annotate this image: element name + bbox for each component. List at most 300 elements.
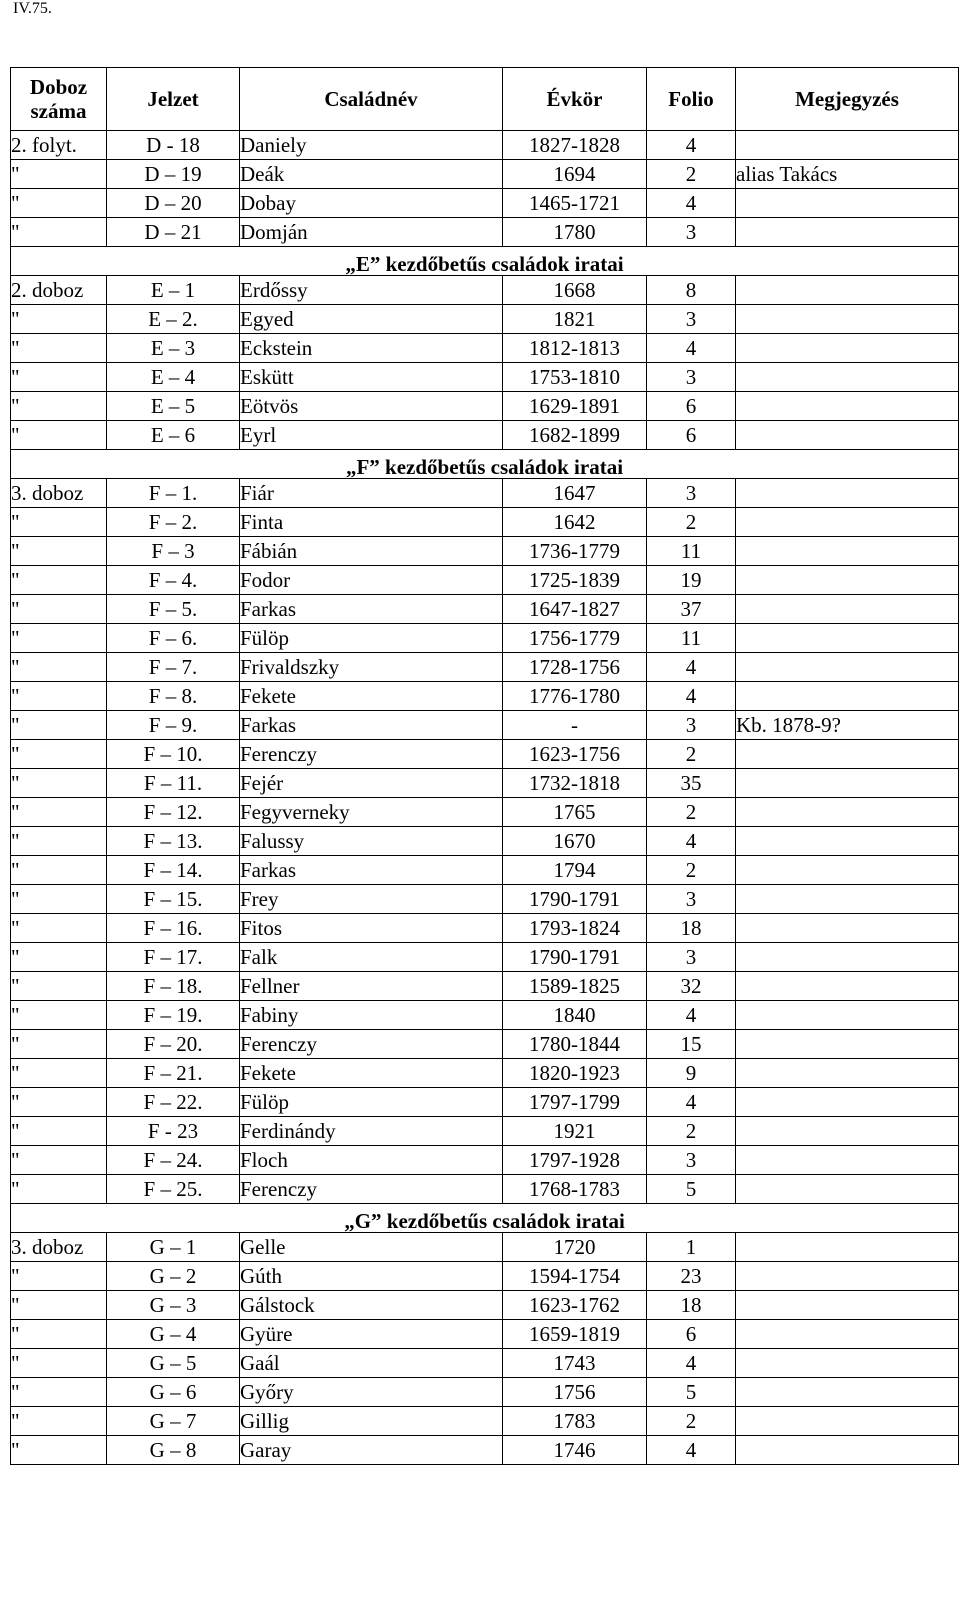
cell-box-number: " <box>11 769 107 798</box>
table-row <box>11 1262 959 1291</box>
cell-folio: 4 <box>647 1001 736 1030</box>
table-row <box>11 856 959 885</box>
cell-note <box>736 682 959 711</box>
cell-folio: 4 <box>647 1436 736 1465</box>
cell-folio: 4 <box>647 131 736 160</box>
cell-reference: G – 2 <box>107 1262 240 1291</box>
cell-note <box>736 392 959 421</box>
header-years: Évkör <box>503 68 647 131</box>
cell-years: 1776-1780 <box>503 682 647 711</box>
cell-folio: 18 <box>647 1291 736 1320</box>
table-row <box>11 1436 959 1465</box>
cell-box-number: " <box>11 1349 107 1378</box>
cell-note <box>736 740 959 769</box>
cell-family-name: Gaál <box>240 1349 503 1378</box>
cell-note: Kb. 1878-9? <box>736 711 959 740</box>
table-row <box>11 537 959 566</box>
cell-folio: 11 <box>647 624 736 653</box>
cell-folio: 2 <box>647 1407 736 1436</box>
cell-box-number: " <box>11 1059 107 1088</box>
table-row <box>11 189 959 218</box>
table-row <box>11 972 959 1001</box>
cell-box-number: 2. doboz <box>11 276 107 305</box>
table-row <box>11 160 959 189</box>
cell-reference: F – 24. <box>107 1146 240 1175</box>
cell-family-name: Gyüre <box>240 1320 503 1349</box>
table-body <box>11 131 959 1465</box>
cell-years: 1720 <box>503 1233 647 1262</box>
cell-box-number: " <box>11 566 107 595</box>
table-row <box>11 1146 959 1175</box>
table-row <box>11 363 959 392</box>
page-reference: IV.75. <box>13 0 52 17</box>
cell-family-name: Eckstein <box>240 334 503 363</box>
cell-folio: 9 <box>647 1059 736 1088</box>
cell-reference: F – 10. <box>107 740 240 769</box>
cell-note <box>736 827 959 856</box>
cell-years: - <box>503 711 647 740</box>
cell-family-name: Gálstock <box>240 1291 503 1320</box>
cell-reference: D – 21 <box>107 218 240 247</box>
cell-years: 1790-1791 <box>503 885 647 914</box>
table-row <box>11 711 959 740</box>
cell-folio: 37 <box>647 595 736 624</box>
cell-note <box>736 131 959 160</box>
cell-reference: F – 21. <box>107 1059 240 1088</box>
cell-reference: D – 20 <box>107 189 240 218</box>
cell-years: 1623-1756 <box>503 740 647 769</box>
table-row <box>11 827 959 856</box>
cell-folio: 3 <box>647 943 736 972</box>
cell-note <box>736 218 959 247</box>
cell-note <box>736 856 959 885</box>
cell-box-number: " <box>11 653 107 682</box>
cell-family-name: Frivaldszky <box>240 653 503 682</box>
cell-folio: 2 <box>647 740 736 769</box>
cell-family-name: Ferenczy <box>240 1175 503 1204</box>
cell-box-number: " <box>11 856 107 885</box>
cell-years: 1783 <box>503 1407 647 1436</box>
table-row <box>11 624 959 653</box>
cell-years: 1793-1824 <box>503 914 647 943</box>
cell-box-number: " <box>11 827 107 856</box>
cell-reference: G – 3 <box>107 1291 240 1320</box>
table-row <box>11 1407 959 1436</box>
table-row <box>11 392 959 421</box>
cell-reference: E – 1 <box>107 276 240 305</box>
cell-box-number: " <box>11 1378 107 1407</box>
cell-box-number: " <box>11 537 107 566</box>
cell-note <box>736 1349 959 1378</box>
cell-note <box>736 653 959 682</box>
cell-note <box>736 421 959 450</box>
cell-reference: F - 23 <box>107 1117 240 1146</box>
cell-note <box>736 595 959 624</box>
cell-reference: F – 25. <box>107 1175 240 1204</box>
cell-box-number: " <box>11 1001 107 1030</box>
cell-note <box>736 798 959 827</box>
cell-folio: 32 <box>647 972 736 1001</box>
cell-family-name: Fodor <box>240 566 503 595</box>
cell-note <box>736 479 959 508</box>
cell-reference: F – 3 <box>107 537 240 566</box>
cell-reference: F – 11. <box>107 769 240 798</box>
cell-reference: G – 1 <box>107 1233 240 1262</box>
cell-folio: 2 <box>647 798 736 827</box>
cell-family-name: Gúth <box>240 1262 503 1291</box>
cell-folio: 15 <box>647 1030 736 1059</box>
table-row <box>11 1233 959 1262</box>
cell-box-number: " <box>11 624 107 653</box>
cell-box-number: " <box>11 218 107 247</box>
section-heading-row <box>11 450 959 479</box>
cell-family-name: Fejér <box>240 769 503 798</box>
cell-box-number: " <box>11 334 107 363</box>
cell-reference: E – 6 <box>107 421 240 450</box>
table-row <box>11 421 959 450</box>
cell-years: 1629-1891 <box>503 392 647 421</box>
cell-family-name: Fegyverneky <box>240 798 503 827</box>
cell-box-number: " <box>11 1407 107 1436</box>
table-row <box>11 1349 959 1378</box>
cell-family-name: Falk <box>240 943 503 972</box>
table-row <box>11 1001 959 1030</box>
cell-reference: G – 5 <box>107 1349 240 1378</box>
table-row <box>11 1059 959 1088</box>
cell-note <box>736 1117 959 1146</box>
cell-family-name: Fülöp <box>240 1088 503 1117</box>
cell-reference: D - 18 <box>107 131 240 160</box>
cell-family-name: Eyrl <box>240 421 503 450</box>
cell-years: 1765 <box>503 798 647 827</box>
header-box-number: Doboz száma <box>11 68 107 131</box>
cell-years: 1732-1818 <box>503 769 647 798</box>
cell-folio: 4 <box>647 682 736 711</box>
cell-reference: F – 22. <box>107 1088 240 1117</box>
cell-note <box>736 537 959 566</box>
cell-reference: G – 7 <box>107 1407 240 1436</box>
cell-reference: F – 6. <box>107 624 240 653</box>
cell-family-name: Ferenczy <box>240 1030 503 1059</box>
cell-years: 1725-1839 <box>503 566 647 595</box>
table-row <box>11 276 959 305</box>
cell-box-number: " <box>11 189 107 218</box>
cell-family-name: Fiár <box>240 479 503 508</box>
table-row <box>11 334 959 363</box>
header-row <box>11 68 959 131</box>
header-note: Megjegyzés <box>736 68 959 131</box>
table-row <box>11 798 959 827</box>
cell-folio: 3 <box>647 885 736 914</box>
cell-family-name: Farkas <box>240 595 503 624</box>
cell-note <box>736 508 959 537</box>
cell-family-name: Fellner <box>240 972 503 1001</box>
cell-box-number: " <box>11 1262 107 1291</box>
cell-reference: F – 1. <box>107 479 240 508</box>
cell-folio: 6 <box>647 1320 736 1349</box>
cell-reference: F – 14. <box>107 856 240 885</box>
cell-reference: E – 2. <box>107 305 240 334</box>
cell-box-number: " <box>11 392 107 421</box>
cell-box-number: " <box>11 1030 107 1059</box>
cell-note <box>736 1262 959 1291</box>
cell-years: 1746 <box>503 1436 647 1465</box>
cell-box-number: " <box>11 740 107 769</box>
cell-box-number: 3. doboz <box>11 1233 107 1262</box>
table-row <box>11 131 959 160</box>
section-heading-row <box>11 1204 959 1233</box>
cell-box-number: " <box>11 711 107 740</box>
cell-folio: 4 <box>647 653 736 682</box>
cell-reference: G – 6 <box>107 1378 240 1407</box>
cell-folio: 3 <box>647 363 736 392</box>
cell-years: 1682-1899 <box>503 421 647 450</box>
cell-folio: 4 <box>647 1088 736 1117</box>
cell-years: 1465-1721 <box>503 189 647 218</box>
cell-reference: F – 20. <box>107 1030 240 1059</box>
cell-box-number: " <box>11 682 107 711</box>
header-family-name: Családnév <box>240 68 503 131</box>
section-title: „F” kezdőbetűs családok iratai <box>11 450 959 479</box>
cell-reference: F – 17. <box>107 943 240 972</box>
table-row <box>11 1291 959 1320</box>
table-row <box>11 218 959 247</box>
cell-folio: 8 <box>647 276 736 305</box>
cell-folio: 3 <box>647 711 736 740</box>
cell-years: 1820-1923 <box>503 1059 647 1088</box>
cell-reference: F – 9. <box>107 711 240 740</box>
cell-years: 1768-1783 <box>503 1175 647 1204</box>
cell-years: 1790-1791 <box>503 943 647 972</box>
cell-folio: 19 <box>647 566 736 595</box>
cell-folio: 35 <box>647 769 736 798</box>
cell-folio: 5 <box>647 1175 736 1204</box>
table-row <box>11 1117 959 1146</box>
cell-family-name: Fekete <box>240 1059 503 1088</box>
cell-note <box>736 276 959 305</box>
cell-family-name: Fitos <box>240 914 503 943</box>
cell-years: 1821 <box>503 305 647 334</box>
table-row <box>11 1378 959 1407</box>
cell-note <box>736 1088 959 1117</box>
cell-years: 1670 <box>503 827 647 856</box>
cell-family-name: Fábián <box>240 537 503 566</box>
table-row <box>11 740 959 769</box>
header-folio: Folio <box>647 68 736 131</box>
cell-reference: D – 19 <box>107 160 240 189</box>
cell-years: 1647 <box>503 479 647 508</box>
cell-years: 1694 <box>503 160 647 189</box>
cell-folio: 3 <box>647 305 736 334</box>
cell-years: 1647-1827 <box>503 595 647 624</box>
cell-years: 1753-1810 <box>503 363 647 392</box>
cell-family-name: Floch <box>240 1146 503 1175</box>
cell-box-number: " <box>11 1088 107 1117</box>
cell-family-name: Eötvös <box>240 392 503 421</box>
cell-family-name: Dobay <box>240 189 503 218</box>
cell-family-name: Erdőssy <box>240 276 503 305</box>
cell-years: 1668 <box>503 276 647 305</box>
table-row <box>11 1030 959 1059</box>
cell-family-name: Győry <box>240 1378 503 1407</box>
table-row <box>11 1088 959 1117</box>
cell-note: alias Takács <box>736 160 959 189</box>
cell-box-number: " <box>11 421 107 450</box>
cell-family-name: Ferdinándy <box>240 1117 503 1146</box>
cell-note <box>736 363 959 392</box>
cell-note <box>736 1059 959 1088</box>
cell-folio: 2 <box>647 508 736 537</box>
table-row <box>11 305 959 334</box>
cell-years: 1736-1779 <box>503 537 647 566</box>
cell-folio: 23 <box>647 1262 736 1291</box>
cell-folio: 4 <box>647 1349 736 1378</box>
cell-box-number: " <box>11 508 107 537</box>
cell-family-name: Gelle <box>240 1233 503 1262</box>
cell-folio: 2 <box>647 1117 736 1146</box>
cell-family-name: Egyed <box>240 305 503 334</box>
cell-reference: F – 4. <box>107 566 240 595</box>
cell-folio: 3 <box>647 479 736 508</box>
cell-family-name: Farkas <box>240 856 503 885</box>
cell-note <box>736 885 959 914</box>
cell-note <box>736 769 959 798</box>
cell-family-name: Daniely <box>240 131 503 160</box>
cell-folio: 4 <box>647 334 736 363</box>
cell-note <box>736 1291 959 1320</box>
table-row <box>11 566 959 595</box>
cell-note <box>736 305 959 334</box>
cell-family-name: Fülöp <box>240 624 503 653</box>
table-row <box>11 1320 959 1349</box>
cell-folio: 1 <box>647 1233 736 1262</box>
cell-folio: 6 <box>647 392 736 421</box>
cell-box-number: " <box>11 1117 107 1146</box>
cell-years: 1797-1928 <box>503 1146 647 1175</box>
cell-note <box>736 624 959 653</box>
cell-reference: F – 2. <box>107 508 240 537</box>
cell-folio: 18 <box>647 914 736 943</box>
cell-note <box>736 566 959 595</box>
cell-box-number: " <box>11 798 107 827</box>
cell-note <box>736 1001 959 1030</box>
cell-years: 1756-1779 <box>503 624 647 653</box>
cell-box-number: " <box>11 305 107 334</box>
cell-reference: F – 15. <box>107 885 240 914</box>
cell-years: 1921 <box>503 1117 647 1146</box>
cell-note <box>736 1175 959 1204</box>
cell-years: 1780-1844 <box>503 1030 647 1059</box>
cell-years: 1743 <box>503 1349 647 1378</box>
cell-box-number: " <box>11 943 107 972</box>
cell-folio: 3 <box>647 218 736 247</box>
cell-years: 1812-1813 <box>503 334 647 363</box>
cell-family-name: Gillig <box>240 1407 503 1436</box>
cell-reference: E – 5 <box>107 392 240 421</box>
section-title: „G” kezdőbetűs családok iratai <box>11 1204 959 1233</box>
cell-box-number: " <box>11 914 107 943</box>
cell-years: 1623-1762 <box>503 1291 647 1320</box>
cell-box-number: " <box>11 1320 107 1349</box>
cell-family-name: Farkas <box>240 711 503 740</box>
cell-family-name: Ferenczy <box>240 740 503 769</box>
cell-box-number: " <box>11 1146 107 1175</box>
cell-note <box>736 189 959 218</box>
cell-folio: 4 <box>647 827 736 856</box>
table-row <box>11 479 959 508</box>
cell-reference: F – 16. <box>107 914 240 943</box>
header-reference: Jelzet <box>107 68 240 131</box>
cell-years: 1794 <box>503 856 647 885</box>
cell-family-name: Finta <box>240 508 503 537</box>
cell-years: 1594-1754 <box>503 1262 647 1291</box>
cell-family-name: Falussy <box>240 827 503 856</box>
cell-years: 1827-1828 <box>503 131 647 160</box>
cell-box-number: " <box>11 1175 107 1204</box>
cell-years: 1797-1799 <box>503 1088 647 1117</box>
table-row <box>11 595 959 624</box>
cell-years: 1840 <box>503 1001 647 1030</box>
cell-reference: F – 19. <box>107 1001 240 1030</box>
cell-folio: 6 <box>647 421 736 450</box>
cell-box-number: " <box>11 363 107 392</box>
cell-note <box>736 1320 959 1349</box>
cell-note <box>736 914 959 943</box>
cell-reference: G – 4 <box>107 1320 240 1349</box>
cell-family-name: Deák <box>240 160 503 189</box>
table-row <box>11 508 959 537</box>
cell-note <box>736 334 959 363</box>
cell-family-name: Garay <box>240 1436 503 1465</box>
cell-note <box>736 1407 959 1436</box>
cell-box-number: 2. folyt. <box>11 131 107 160</box>
cell-box-number: " <box>11 1436 107 1465</box>
table-row <box>11 914 959 943</box>
cell-folio: 4 <box>647 189 736 218</box>
section-heading-row <box>11 247 959 276</box>
section-title: „E” kezdőbetűs családok iratai <box>11 247 959 276</box>
cell-box-number: " <box>11 595 107 624</box>
cell-years: 1659-1819 <box>503 1320 647 1349</box>
table-row <box>11 1175 959 1204</box>
cell-reference: F – 7. <box>107 653 240 682</box>
cell-family-name: Frey <box>240 885 503 914</box>
cell-reference: G – 8 <box>107 1436 240 1465</box>
cell-folio: 11 <box>647 537 736 566</box>
cell-reference: E – 3 <box>107 334 240 363</box>
cell-years: 1756 <box>503 1378 647 1407</box>
cell-box-number: " <box>11 885 107 914</box>
cell-years: 1589-1825 <box>503 972 647 1001</box>
cell-note <box>736 1378 959 1407</box>
cell-reference: F – 18. <box>107 972 240 1001</box>
cell-reference: F – 12. <box>107 798 240 827</box>
cell-note <box>736 943 959 972</box>
cell-family-name: Fabiny <box>240 1001 503 1030</box>
cell-years: 1642 <box>503 508 647 537</box>
cell-family-name: Eskütt <box>240 363 503 392</box>
cell-note <box>736 972 959 1001</box>
cell-box-number: 3. doboz <box>11 479 107 508</box>
cell-folio: 2 <box>647 856 736 885</box>
cell-reference: E – 4 <box>107 363 240 392</box>
table-row <box>11 943 959 972</box>
cell-reference: F – 8. <box>107 682 240 711</box>
cell-folio: 3 <box>647 1146 736 1175</box>
cell-note <box>736 1146 959 1175</box>
cell-years: 1780 <box>503 218 647 247</box>
cell-years: 1728-1756 <box>503 653 647 682</box>
